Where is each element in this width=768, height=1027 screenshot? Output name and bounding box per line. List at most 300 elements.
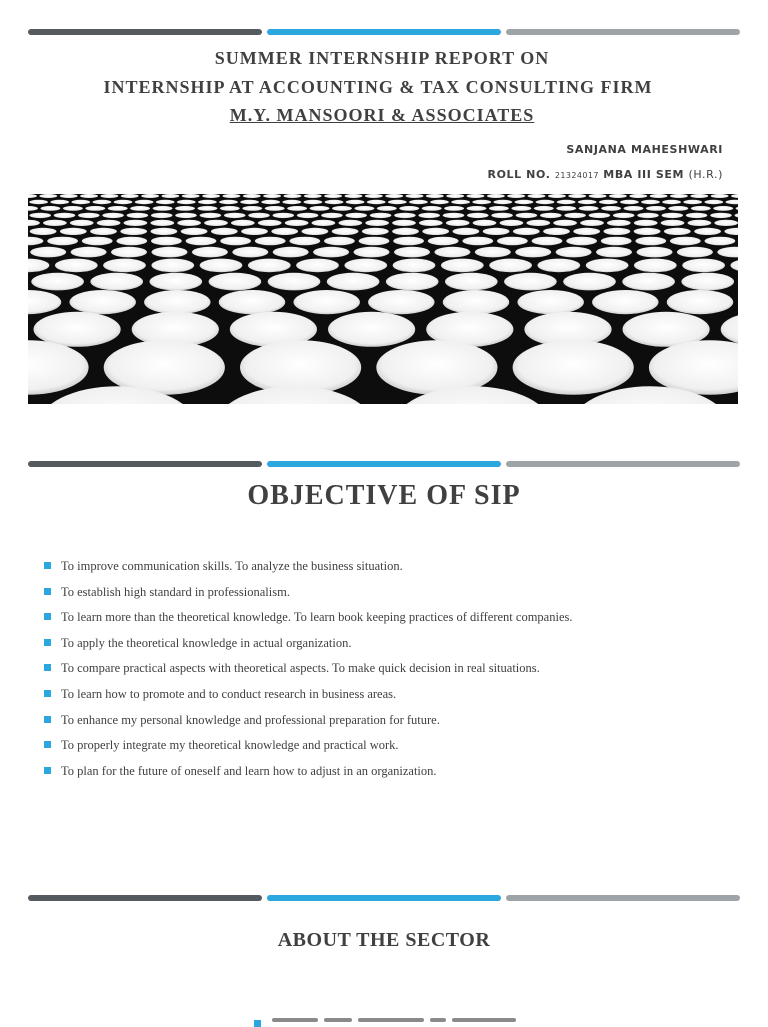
disc [54,213,76,218]
disc [532,237,563,246]
disc [177,220,201,226]
disc [443,213,465,218]
disc [491,213,513,218]
disc [151,228,178,235]
disc [556,247,592,258]
disc [47,237,78,246]
disc [483,228,510,235]
disc [711,194,729,198]
disc [566,237,597,246]
disc [108,206,128,211]
disc [219,200,238,204]
disc [677,247,713,258]
disc [29,200,48,204]
sector-title: ABOUT THE SECTOR [277,929,491,951]
objective-text: To plan for the future of oneself and learn how to adjust in an organization. [61,763,437,778]
disc [325,200,344,204]
disc [579,206,599,211]
report-title-line-1: SUMMER INTERNSHIP REPORT ON [214,48,550,68]
disc [683,200,702,204]
disc [150,273,203,291]
disc [354,206,374,211]
disc [473,220,497,226]
disc [392,220,416,226]
disc [242,206,262,211]
disc [283,194,301,198]
disc [441,259,484,273]
section-bar-grey [506,461,740,467]
disc [609,194,627,198]
disc [175,213,197,218]
disc [443,290,509,314]
disc [515,247,551,258]
disc [304,200,323,204]
objective-text: To apply the theoretical knowledge in actual organization. [61,635,352,650]
disc [620,200,639,204]
disc [634,228,661,235]
disc [135,200,154,204]
bullet-icon [44,639,51,646]
disc [428,237,459,246]
disc [394,247,430,258]
disc [370,213,392,218]
objective-item [44,610,573,636]
disc [419,220,443,226]
disc [232,247,268,258]
disc [637,247,673,258]
disc [102,213,124,218]
disc [635,237,666,246]
disc [70,290,136,314]
disc [516,213,538,218]
disc [451,200,470,204]
sector-bar-dark [28,895,262,901]
disc [634,259,677,273]
disc [563,273,616,291]
disc [248,213,270,218]
disc [418,213,440,218]
disc [231,220,255,226]
disc [601,206,621,211]
disc [534,206,554,211]
disc [599,200,618,204]
disc [345,213,367,218]
disc [629,194,647,198]
disc [346,200,365,204]
disc [175,206,195,211]
disc [670,237,701,246]
disc [156,200,175,204]
disc [500,220,524,226]
disc [409,200,428,204]
disc [141,194,159,198]
disc [662,213,684,218]
disc [487,194,505,198]
disc [386,273,439,291]
disc [186,237,217,246]
disc [204,220,228,226]
disc [127,213,149,218]
disc [489,259,532,273]
disc [310,206,330,211]
bullet-icon [44,741,51,748]
disc [507,194,525,198]
disc [285,220,309,226]
disc [634,220,658,226]
disc [467,194,485,198]
disc [691,206,711,211]
disc [690,194,708,198]
disc [97,220,121,226]
disc [467,206,487,211]
disc [80,194,98,198]
disc [354,247,390,258]
disc [100,194,118,198]
disc [151,213,173,218]
disc [130,206,150,211]
disc [273,247,309,258]
disc [518,290,584,314]
disc [324,194,342,198]
bullet-icon [44,664,51,671]
disc [580,220,604,226]
section-bar-blue [267,461,501,467]
disc [385,194,403,198]
disc [536,200,555,204]
sector-bar-grey [506,895,740,901]
disc [120,228,147,235]
disc [182,194,200,198]
firm-name: M.Y. MANSOORI & ASSOCIATES [229,105,535,125]
disc [43,220,67,226]
disc [60,228,87,235]
disc [224,213,246,218]
objective-text: To properly integrate my theoretical knowledge and practical work. [61,738,399,753]
disc [103,259,146,273]
disc [345,194,363,198]
disc [124,220,148,226]
author-name: SANJANA MAHESHWARI [566,143,723,156]
disc [430,200,449,204]
disc [540,213,562,218]
disc [662,200,681,204]
disc [573,228,600,235]
disc [271,228,298,235]
roll-label: ROLL NO. [487,168,551,181]
disc [528,194,546,198]
disc [240,200,259,204]
disc [30,228,57,235]
objective-text: To improve communication skills. To analyze the business situation. [61,559,403,573]
objective-item [44,713,573,739]
disc [467,213,489,218]
objective-text: To learn how to promote and to conduct research in business areas. [61,686,397,701]
disc [445,273,498,291]
disc [39,194,57,198]
disc [312,220,336,226]
disc [367,200,386,204]
disc [564,213,586,218]
disc [589,213,611,218]
bullet-icon [44,767,51,774]
disc [604,228,631,235]
disc [344,259,387,273]
disc [686,213,708,218]
disc [578,200,597,204]
disc [365,194,383,198]
disc [302,228,329,235]
program: MBA III SEM [603,168,685,181]
disc [261,200,280,204]
disc [681,273,734,291]
disc [613,213,635,218]
disc [121,194,139,198]
disc [31,273,84,291]
objective-text: To enhance my personal knowledge and professional preparation for future. [61,712,440,727]
roll-info [488,168,723,181]
disc [422,228,449,235]
disc [78,213,100,218]
disc [338,220,362,226]
disc [116,237,147,246]
header-bar-dark [28,29,262,35]
disc [161,194,179,198]
disc [661,220,685,226]
disc [557,200,576,204]
section-bar-dark [28,461,262,467]
disc [704,200,723,204]
disc [219,290,285,314]
disc [282,200,301,204]
disc [624,206,644,211]
disc [63,206,83,211]
disc [444,206,464,211]
disc [324,237,355,246]
disc [265,206,285,211]
disc [513,228,540,235]
disc [589,194,607,198]
disc [650,194,668,198]
bullet-icon [44,588,51,595]
disc [388,200,407,204]
disc [377,206,397,211]
disc [241,228,268,235]
objective-text: To compare practical aspects with theoretical aspects. To make quick decision in real situations. [61,661,540,676]
disc [332,206,352,211]
disc [153,206,173,211]
disc [85,206,105,211]
disc [151,237,182,246]
disc [399,206,419,211]
disc [462,237,493,246]
disc [446,194,464,198]
disc [422,206,442,211]
disc [543,228,570,235]
disc [30,247,66,258]
disc [200,213,222,218]
disc [670,194,688,198]
objective-text: To establish high standard in professionalism. [61,584,290,599]
disc [453,228,480,235]
disc [475,247,511,258]
disc [713,206,733,211]
disc [220,206,240,211]
disc [248,259,291,273]
roll-number: 21324017 [554,171,599,180]
disc [489,206,509,211]
white-discs-photo [28,194,738,404]
bullet-icon [44,690,51,697]
disc [493,200,512,204]
disc [297,213,319,218]
disc [296,259,339,273]
disc [607,220,631,226]
disc [694,228,721,235]
disc [472,200,491,204]
disc [393,259,436,273]
disc [332,228,359,235]
disc [200,259,243,273]
disc [198,200,217,204]
disc [50,200,69,204]
disc [592,290,658,314]
header-bar-grey [506,29,740,35]
disc [406,194,424,198]
disc [111,247,147,258]
disc [667,290,733,314]
objective-item [44,764,573,790]
disc [220,237,251,246]
disc [426,194,444,198]
disc [601,237,632,246]
bullet-icon [44,562,51,569]
disc [29,213,51,218]
disc [513,340,634,395]
disc [152,247,188,258]
disc [151,259,194,273]
disc [177,200,196,204]
disc [434,247,470,258]
objective-text: To learn more than the theoretical knowledge. To learn book keeping practices of different companies. [61,610,573,625]
objective-item [44,559,573,585]
disc [60,194,78,198]
objective-item [44,636,573,662]
disc [362,228,389,235]
disc [211,228,238,235]
disc [209,273,262,291]
disc [255,237,286,246]
header-bar-blue [267,29,501,35]
disc [548,194,566,198]
disc [150,220,174,226]
disc [553,220,577,226]
disc [197,206,217,211]
disc [287,206,307,211]
bullet-icon [44,716,51,723]
disc [504,273,557,291]
disc [40,206,60,211]
cut-off-text-fragment [266,1016,526,1026]
disc [646,206,666,211]
disc [202,194,220,198]
disc [70,220,94,226]
disc [258,220,282,226]
disc [90,228,117,235]
objective-list [44,559,573,789]
disc [596,247,632,258]
disc [637,213,659,218]
objective-item [44,687,573,713]
disc [511,206,531,211]
disc [641,200,660,204]
disc [222,194,240,198]
report-title-line-2: INTERNSHIP AT ACCOUNTING & TAX CONSULTING FIRM [103,77,653,97]
specialization: (H.R.) [688,168,723,181]
disc [586,259,629,273]
objective-item [44,585,573,611]
disc [114,200,133,204]
disc [90,273,143,291]
disc [537,259,580,273]
disc [328,312,415,347]
disc [321,213,343,218]
disc [526,220,550,226]
disc [82,237,113,246]
disc [71,247,107,258]
bullet-icon [44,613,51,620]
disc [446,220,470,226]
disc [394,213,416,218]
disc [688,220,712,226]
disc [192,247,228,258]
disc [365,220,389,226]
disc [622,273,675,291]
disc [710,213,732,218]
disc [497,237,528,246]
disc [144,290,210,314]
disc [368,290,434,314]
disc [664,228,691,235]
disc [393,237,424,246]
disc [268,273,321,291]
disc [181,228,208,235]
disc [668,206,688,211]
disc [682,259,725,273]
objective-title: OBJECTIVE OF SIP [247,480,521,511]
disc [568,194,586,198]
objective-item [44,661,573,687]
objective-item [44,738,573,764]
disc [392,228,419,235]
disc [243,194,261,198]
disc [55,259,98,273]
sector-bar-blue [267,895,501,901]
disc [705,237,736,246]
disc [294,290,360,314]
disc [263,194,281,198]
disc [304,194,322,198]
disc [359,237,390,246]
disc [714,220,738,226]
disc [515,200,534,204]
disc [93,200,112,204]
disc [313,247,349,258]
disc [273,213,295,218]
disc [289,237,320,246]
disc [71,200,90,204]
disc [556,206,576,211]
disc [327,273,380,291]
